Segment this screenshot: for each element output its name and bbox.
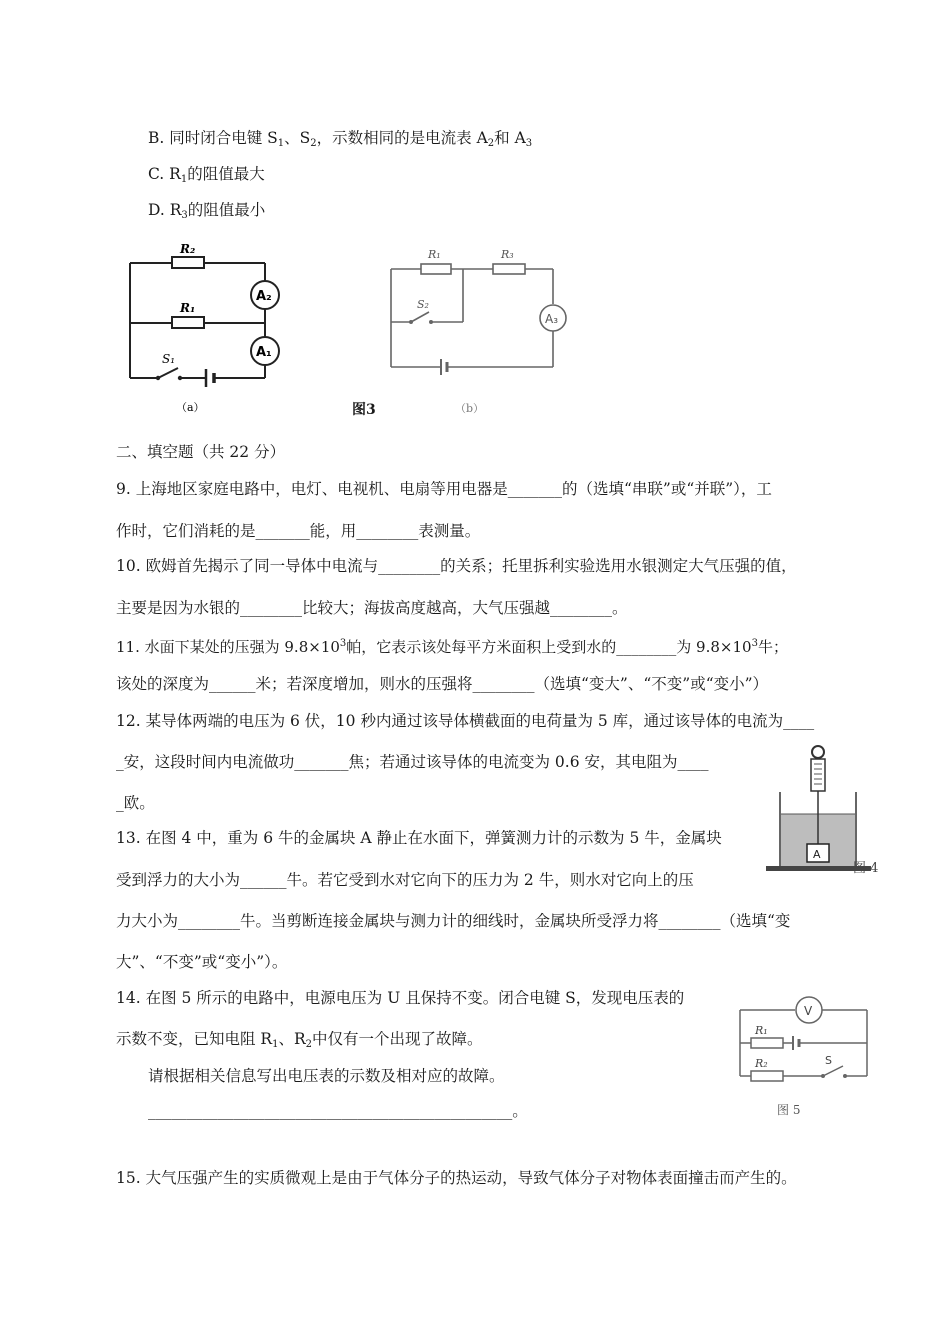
fig3b-s2-label: S₂: [417, 298, 429, 311]
fig3b-r1-label: R₁: [428, 248, 441, 261]
option-d: D. $R_3$的阻值最小: [148, 201, 266, 221]
fig3a-r2-label: R₂: [180, 242, 196, 256]
fig3b-a3-label: A₃: [545, 312, 559, 326]
figure3-circuit-a: [120, 238, 290, 418]
fig5-r1-label: R₁: [755, 1024, 768, 1037]
q9-line2: 作时，它们消耗的是_______能，用________表测量。: [116, 522, 481, 540]
q13-line3: 力大小为________牛。当剪断连接金属块与测力计的细线时，金属块所受浮力将________（选填“变: [116, 912, 791, 930]
q13-line4: 大”、“不变”或“变小”）。: [116, 953, 288, 971]
q9-line1: 9. 上海地区家庭电路中，电灯、电视机、电扇等用电器是_______的（选填“串联”或“并联”），工: [116, 480, 772, 498]
fig5-voltmeter-label: V: [804, 1004, 813, 1018]
fig3a-r1-label: R₁: [180, 301, 196, 315]
q10-line1: 10. 欧姆首先揭示了同一导体中电流与________的关系；托里拆利实验选用水银测定大气压强的值，: [116, 557, 797, 575]
section-title: 二、填空题（共 22 分）: [116, 443, 286, 461]
fig3a-a1-label: A₁: [256, 345, 272, 360]
q11-line2: 该处的深度为______米；若深度增加，则水的压强将________（选填“变大”、“不变”或“变小”）: [116, 675, 769, 693]
figure3-label: 图3: [352, 402, 376, 418]
q12-line3: _欧。: [116, 794, 155, 812]
q14-line2: 示数不变，已知电阻 $R_1$、$R_2$中仅有一个出现了故障。: [116, 1030, 483, 1050]
fig3b-r3-label: R₃: [501, 248, 514, 261]
fig3a-caption: （a）: [176, 401, 205, 414]
figure4-label: 图 4: [853, 861, 879, 876]
q15-line1: 15. 大气压强产生的实质微观上是由于气体分子的热运动，导致气体分子对物体表面撞击而产生的。: [116, 1169, 797, 1187]
q12-line2: _安，这段时间内电流做功_______焦；若通过该导体的电流变为 0.6 安，其电阻为____: [116, 753, 709, 771]
q14-answer-blank: _______________________________________________。: [148, 1102, 528, 1120]
figure5-label: 图 5: [777, 1103, 801, 1117]
fig5-switch-label: S: [825, 1054, 832, 1067]
q14-line1: 14. 在图 5 所示的电路中，电源电压为 U 且保持不变。闭合电键 S，发现电压表的: [116, 989, 685, 1007]
q12-line1: 12. 某导体两端的电压为 6 伏，10 秒内通过该导体横截面的电荷量为 5 库，通过该导体的电流为____: [116, 712, 815, 730]
figure3-circuit-b: [383, 242, 583, 422]
option-b: B. 同时闭合电键 $S_1$、$S_2$，示数相同的是电流表 $A_2$和 $A_3$: [148, 129, 533, 149]
option-c: C. $R_1$的阻值最大: [148, 165, 265, 185]
fig5-r2-label: R₂: [755, 1057, 768, 1070]
fig3a-a2-label: A₂: [256, 289, 272, 304]
fig4-block-label: A: [813, 848, 821, 861]
q13-line2: 受到浮力的大小为______牛。若它受到水对它向下的压力为 2 牛，则水对它向上的压: [116, 871, 694, 889]
q10-line2: 主要是因为水银的________比较大；海拔高度越高，大气压强越________。: [116, 599, 628, 617]
figure5-circuit: [725, 990, 875, 1090]
q13-line1: 13. 在图 4 中，重为 6 牛的金属块 A 静止在水面下，弹簧测力计的示数为 5 牛，金属块: [116, 829, 722, 847]
q14-line3: 请根据相关信息写出电压表的示数及相对应的故障。: [148, 1067, 505, 1085]
fig3b-caption: （b）: [455, 402, 485, 415]
fig3a-s1-label: S₁: [162, 352, 176, 366]
q11-line1: 11. 水面下某处的压强为 $9.8\times 10^3$帕，它表示该处每平方米面积上受到水的________为 $9.8\times 10^3$牛；: [116, 638, 788, 656]
